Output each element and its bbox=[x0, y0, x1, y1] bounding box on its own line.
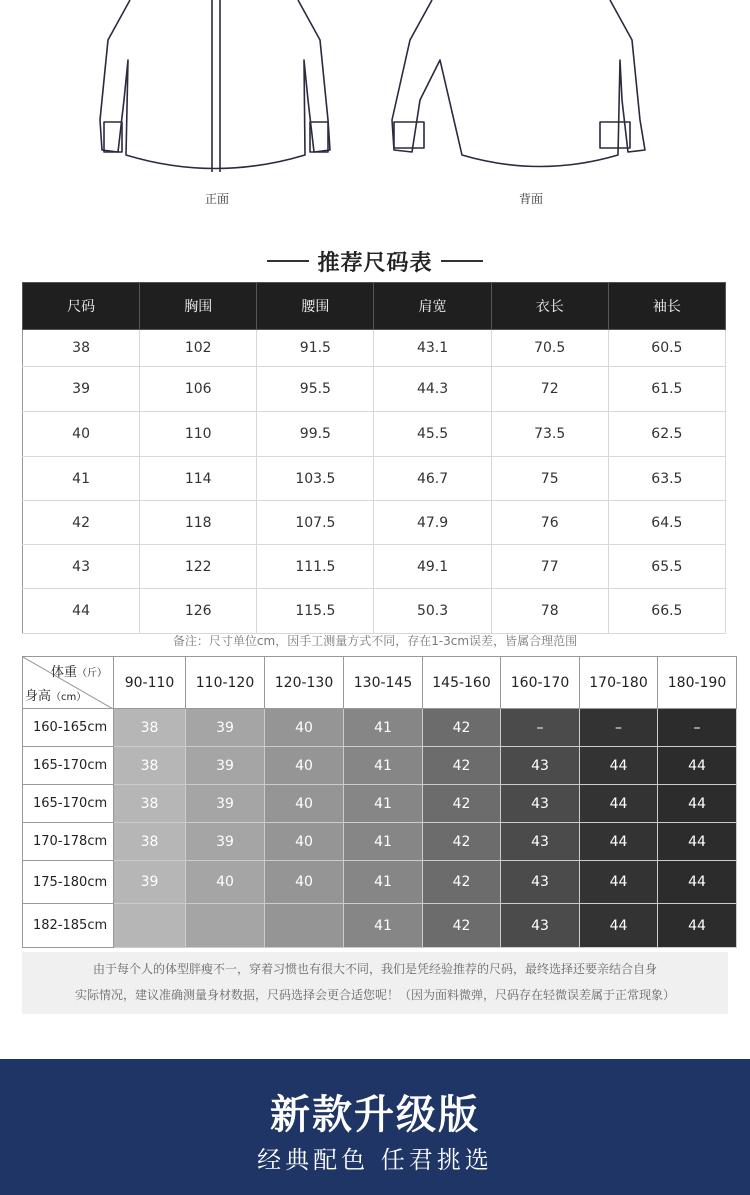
size-chart-cell: 118 bbox=[140, 501, 257, 545]
recommended-size-cell: 44 bbox=[580, 823, 658, 861]
size-chart-cell: 91.5 bbox=[257, 330, 374, 367]
weight-range-header: 160-170 bbox=[501, 657, 580, 709]
header-shoulder: 肩宽 bbox=[374, 283, 491, 330]
title-divider-left bbox=[267, 260, 309, 262]
recommended-size-cell: 39 bbox=[186, 785, 265, 823]
size-chart-cell: 65.5 bbox=[608, 545, 725, 589]
height-row bbox=[23, 709, 737, 747]
recommended-size-cell: 38 bbox=[114, 747, 186, 785]
size-chart-cell: 41 bbox=[23, 457, 140, 501]
recommended-size-cell: 43 bbox=[501, 861, 580, 904]
height-range-label: 160-165cm bbox=[23, 709, 114, 747]
size-chart-cell: 114 bbox=[140, 457, 257, 501]
weight-header-row bbox=[23, 657, 737, 709]
size-chart-cell: 49.1 bbox=[374, 545, 491, 589]
height-axis-label bbox=[25, 685, 86, 704]
banner-subtitle: 经典配色 任君挑选 bbox=[257, 1146, 493, 1174]
size-chart-cell: 40 bbox=[23, 412, 140, 457]
size-chart-cell: 73.5 bbox=[491, 412, 608, 457]
recommended-size-cell: 41 bbox=[344, 823, 423, 861]
weight-range-header: 120-130 bbox=[265, 657, 344, 709]
header-length: 衣长 bbox=[491, 283, 608, 330]
header-size: 尺码 bbox=[23, 283, 140, 330]
size-chart-header-row bbox=[23, 283, 726, 330]
recommended-size-cell: 40 bbox=[265, 785, 344, 823]
recommended-size-cell: 43 bbox=[501, 904, 580, 948]
weight-unit-text: （斤） bbox=[77, 668, 107, 679]
front-shirt-outline bbox=[100, 0, 330, 169]
recommended-size-cell: 41 bbox=[344, 785, 423, 823]
size-chart-note: 备注：尺寸单位cm，因手工测量方式不同，存在1-3cm误差，皆属合理范围 bbox=[172, 634, 578, 648]
height-range-label: 165-170cm bbox=[23, 785, 114, 823]
header-waist: 腰围 bbox=[257, 283, 374, 330]
recommended-size-cell: – bbox=[658, 709, 737, 747]
size-chart-cell: 106 bbox=[140, 367, 257, 412]
weight-range-header: 130-145 bbox=[344, 657, 423, 709]
size-chart-cell: 95.5 bbox=[257, 367, 374, 412]
size-chart-title: 推荐尺码表 bbox=[317, 250, 433, 276]
recommended-size-cell: 41 bbox=[344, 747, 423, 785]
recommended-size-cell: 38 bbox=[114, 709, 186, 747]
size-chart-title-row bbox=[0, 244, 750, 278]
recommended-size-cell: 39 bbox=[186, 823, 265, 861]
size-chart-cell: 60.5 bbox=[608, 330, 725, 367]
recommended-size-cell: 42 bbox=[423, 861, 501, 904]
recommended-size-cell: 40 bbox=[265, 823, 344, 861]
size-chart-cell: 43 bbox=[23, 545, 140, 589]
weight-range-header: 90-110 bbox=[114, 657, 186, 709]
recommended-size-cell: 44 bbox=[658, 823, 737, 861]
size-chart-cell: 64.5 bbox=[608, 501, 725, 545]
banner-title: 新款升级版 bbox=[270, 1092, 480, 1138]
table-corner bbox=[23, 657, 114, 709]
height-row bbox=[23, 904, 737, 948]
size-chart-cell: 45.5 bbox=[374, 412, 491, 457]
recommended-size-cell: 42 bbox=[423, 904, 501, 948]
size-chart-cell: 126 bbox=[140, 589, 257, 634]
recommended-size-cell: 44 bbox=[580, 904, 658, 948]
recommended-size-cell: 42 bbox=[423, 785, 501, 823]
recommended-size-cell: 39 bbox=[186, 747, 265, 785]
recommended-size-cell: 43 bbox=[501, 785, 580, 823]
recommended-size-cell: 40 bbox=[186, 861, 265, 904]
recommended-size-cell: 44 bbox=[580, 861, 658, 904]
recommended-size-cell: 40 bbox=[265, 709, 344, 747]
size-chart-row bbox=[23, 330, 726, 367]
height-row bbox=[23, 861, 737, 904]
back-shirt-outline bbox=[392, 0, 645, 167]
size-chart-cell: 99.5 bbox=[257, 412, 374, 457]
size-chart-cell: 44 bbox=[23, 589, 140, 634]
height-row bbox=[23, 785, 737, 823]
back-left-cuff bbox=[394, 122, 424, 148]
size-chart-cell: 42 bbox=[23, 501, 140, 545]
recommended-size-cell: 40 bbox=[265, 747, 344, 785]
size-chart-cell: 43.1 bbox=[374, 330, 491, 367]
footnote-line-1: 由于每个人的体型胖瘦不一，穿着习惯也有很大不同，我们是凭经验推荐的尺码，最终选择还要亲结合自身 bbox=[92, 962, 657, 976]
size-chart-cell: 78 bbox=[491, 589, 608, 634]
size-chart-cell: 103.5 bbox=[257, 457, 374, 501]
size-chart-cell: 115.5 bbox=[257, 589, 374, 634]
size-chart-cell: 63.5 bbox=[608, 457, 725, 501]
size-chart-cell: 66.5 bbox=[608, 589, 725, 634]
size-chart-cell: 107.5 bbox=[257, 501, 374, 545]
header-chest: 胸围 bbox=[140, 283, 257, 330]
weight-range-header: 145-160 bbox=[423, 657, 501, 709]
fit-advice-footnote bbox=[22, 952, 728, 1014]
weight-range-header: 170-180 bbox=[580, 657, 658, 709]
height-row bbox=[23, 823, 737, 861]
weight-axis-label bbox=[51, 661, 107, 680]
recommended-size-cell bbox=[265, 904, 344, 948]
size-chart-cell: 110 bbox=[140, 412, 257, 457]
recommended-size-cell bbox=[114, 904, 186, 948]
weight-label-text: 体重 bbox=[50, 665, 77, 680]
height-range-label: 182-185cm bbox=[23, 904, 114, 948]
shirt-line-drawing bbox=[0, 0, 750, 215]
header-sleeve: 袖长 bbox=[608, 283, 725, 330]
recommended-size-cell: 41 bbox=[344, 904, 423, 948]
height-label-text: 身高 bbox=[25, 689, 52, 704]
shirt-illustrations bbox=[0, 0, 750, 215]
recommended-size-cell: 44 bbox=[658, 747, 737, 785]
size-chart-table bbox=[22, 282, 726, 634]
size-chart-cell: 77 bbox=[491, 545, 608, 589]
size-chart-cell: 111.5 bbox=[257, 545, 374, 589]
size-chart-cell: 38 bbox=[23, 330, 140, 367]
size-chart-cell: 62.5 bbox=[608, 412, 725, 457]
title-divider-right bbox=[441, 260, 483, 262]
recommended-size-cell: 41 bbox=[344, 861, 423, 904]
size-chart-cell: 72 bbox=[491, 367, 608, 412]
size-chart-row bbox=[23, 589, 726, 634]
size-chart-cell: 102 bbox=[140, 330, 257, 367]
size-chart-cell: 50.3 bbox=[374, 589, 491, 634]
back-label: 背面 bbox=[519, 192, 544, 206]
recommended-size-cell: 44 bbox=[658, 861, 737, 904]
height-range-label: 165-170cm bbox=[23, 747, 114, 785]
size-chart-row bbox=[23, 367, 726, 412]
promo-banner bbox=[0, 1059, 750, 1195]
height-range-label: 170-178cm bbox=[23, 823, 114, 861]
height-range-label: 175-180cm bbox=[23, 861, 114, 904]
height-row bbox=[23, 747, 737, 785]
size-chart-cell: 46.7 bbox=[374, 457, 491, 501]
recommended-size-cell: 40 bbox=[265, 861, 344, 904]
recommended-size-cell bbox=[186, 904, 265, 948]
weight-range-header: 180-190 bbox=[658, 657, 737, 709]
recommended-size-cell: 43 bbox=[501, 823, 580, 861]
recommended-size-cell: – bbox=[580, 709, 658, 747]
recommended-size-cell: 41 bbox=[344, 709, 423, 747]
recommended-size-cell: 42 bbox=[423, 747, 501, 785]
size-chart-cell: 70.5 bbox=[491, 330, 608, 367]
size-chart-cell: 76 bbox=[491, 501, 608, 545]
recommended-size-cell: 43 bbox=[501, 747, 580, 785]
size-chart-cell: 39 bbox=[23, 367, 140, 412]
front-label: 正面 bbox=[205, 192, 230, 206]
size-chart-row bbox=[23, 545, 726, 589]
size-chart-row bbox=[23, 501, 726, 545]
recommended-size-cell: 44 bbox=[580, 785, 658, 823]
size-chart-cell: 61.5 bbox=[608, 367, 725, 412]
size-recommendation-table bbox=[22, 656, 737, 948]
size-chart-cell: 44.3 bbox=[374, 367, 491, 412]
recommended-size-cell: 39 bbox=[114, 861, 186, 904]
size-chart-cell: 122 bbox=[140, 545, 257, 589]
size-chart-cell: 75 bbox=[491, 457, 608, 501]
height-unit-text: （cm） bbox=[51, 692, 87, 703]
size-chart-row bbox=[23, 412, 726, 457]
weight-range-header: 110-120 bbox=[186, 657, 265, 709]
recommended-size-cell: 44 bbox=[658, 904, 737, 948]
recommended-size-cell: 39 bbox=[186, 709, 265, 747]
recommended-size-cell: 38 bbox=[114, 785, 186, 823]
recommended-size-cell: 42 bbox=[423, 823, 501, 861]
recommended-size-cell: 42 bbox=[423, 709, 501, 747]
size-chart-cell: 47.9 bbox=[374, 501, 491, 545]
footnote-line-2: 实际情况，建议准确测量身材数据，尺码选择会更合适您呢！（因为面料微弹，尺码存在轻微误差属于正常现象） bbox=[74, 988, 675, 1002]
recommended-size-cell: 38 bbox=[114, 823, 186, 861]
recommended-size-cell: – bbox=[501, 709, 580, 747]
size-chart-row bbox=[23, 457, 726, 501]
recommended-size-cell: 44 bbox=[658, 785, 737, 823]
recommended-size-cell: 44 bbox=[580, 747, 658, 785]
